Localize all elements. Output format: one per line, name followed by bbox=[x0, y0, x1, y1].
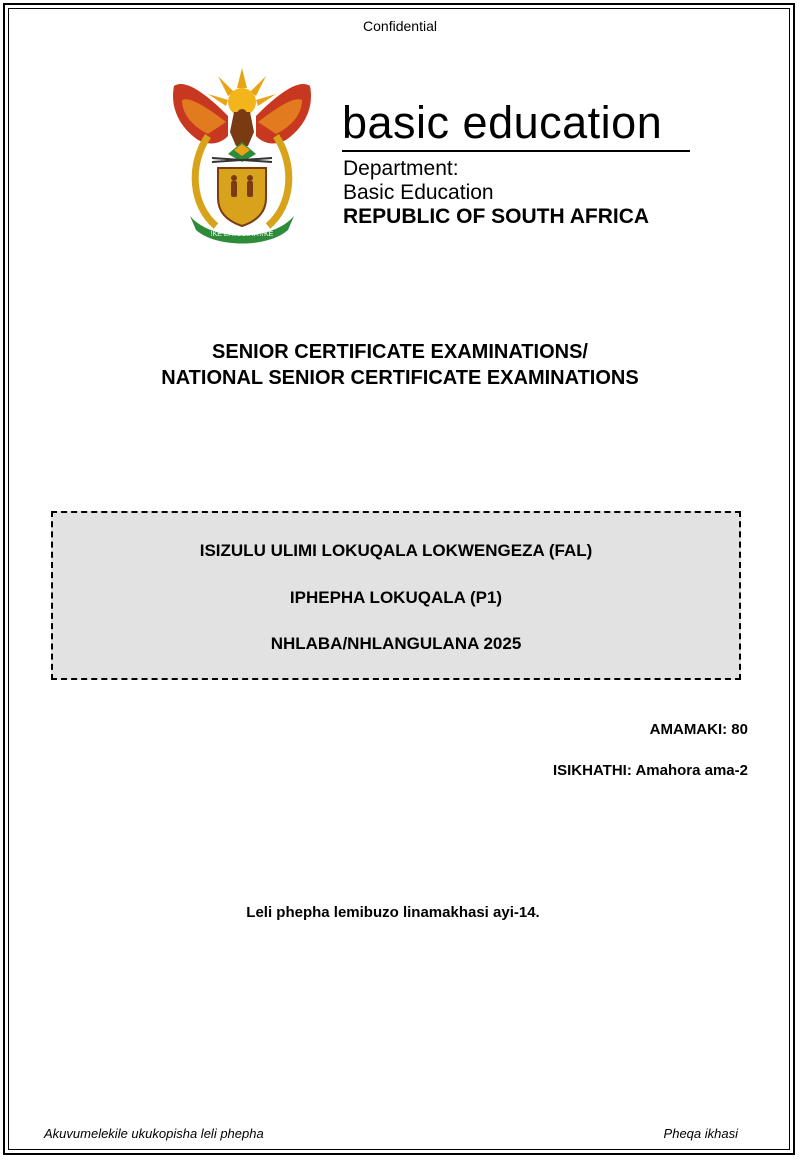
coat-of-arms-logo bbox=[168, 66, 316, 244]
classification-label: Confidential bbox=[363, 18, 437, 34]
country-name: REPUBLIC OF SOUTH AFRICA bbox=[343, 205, 650, 228]
total-marks: AMAMAKI: 80 bbox=[649, 721, 748, 738]
department-label: Department: bbox=[343, 157, 459, 180]
exam-heading-line2: NATIONAL SENIOR CERTIFICATE EXAMINATIONS bbox=[161, 367, 639, 389]
turn-over-note: Pheqa ikhasi bbox=[663, 1126, 738, 1141]
exam-duration: ISIKHATHI: Amahora ama-2 bbox=[552, 762, 748, 779]
page-count-note: Leli phepha lemibuzo linamakhasi ayi-14. bbox=[246, 904, 540, 921]
subject-name: ISIZULU ULIMI LOKUQALA LOKWENGEZA (FAL) bbox=[199, 541, 593, 560]
brand-title: basic education bbox=[342, 97, 663, 148]
shield bbox=[218, 168, 266, 226]
exam-heading bbox=[0, 339, 800, 391]
exam-session: NHLABA/NHLANGULANA 2025 bbox=[270, 634, 522, 653]
exam-heading-line1: SENIOR CERTIFICATE EXAMINATIONS/ bbox=[212, 341, 588, 363]
paper-number: IPHEPHA LOKUQALA (P1) bbox=[289, 588, 503, 607]
copyright-notice: Akuvumelekile ukukopisha leli phepha bbox=[44, 1126, 264, 1141]
brand-underline bbox=[342, 150, 690, 152]
department-name: Basic Education bbox=[343, 181, 494, 204]
subject-box bbox=[51, 511, 741, 680]
motto-text: !KE E: /XARRA //KE bbox=[210, 231, 274, 238]
